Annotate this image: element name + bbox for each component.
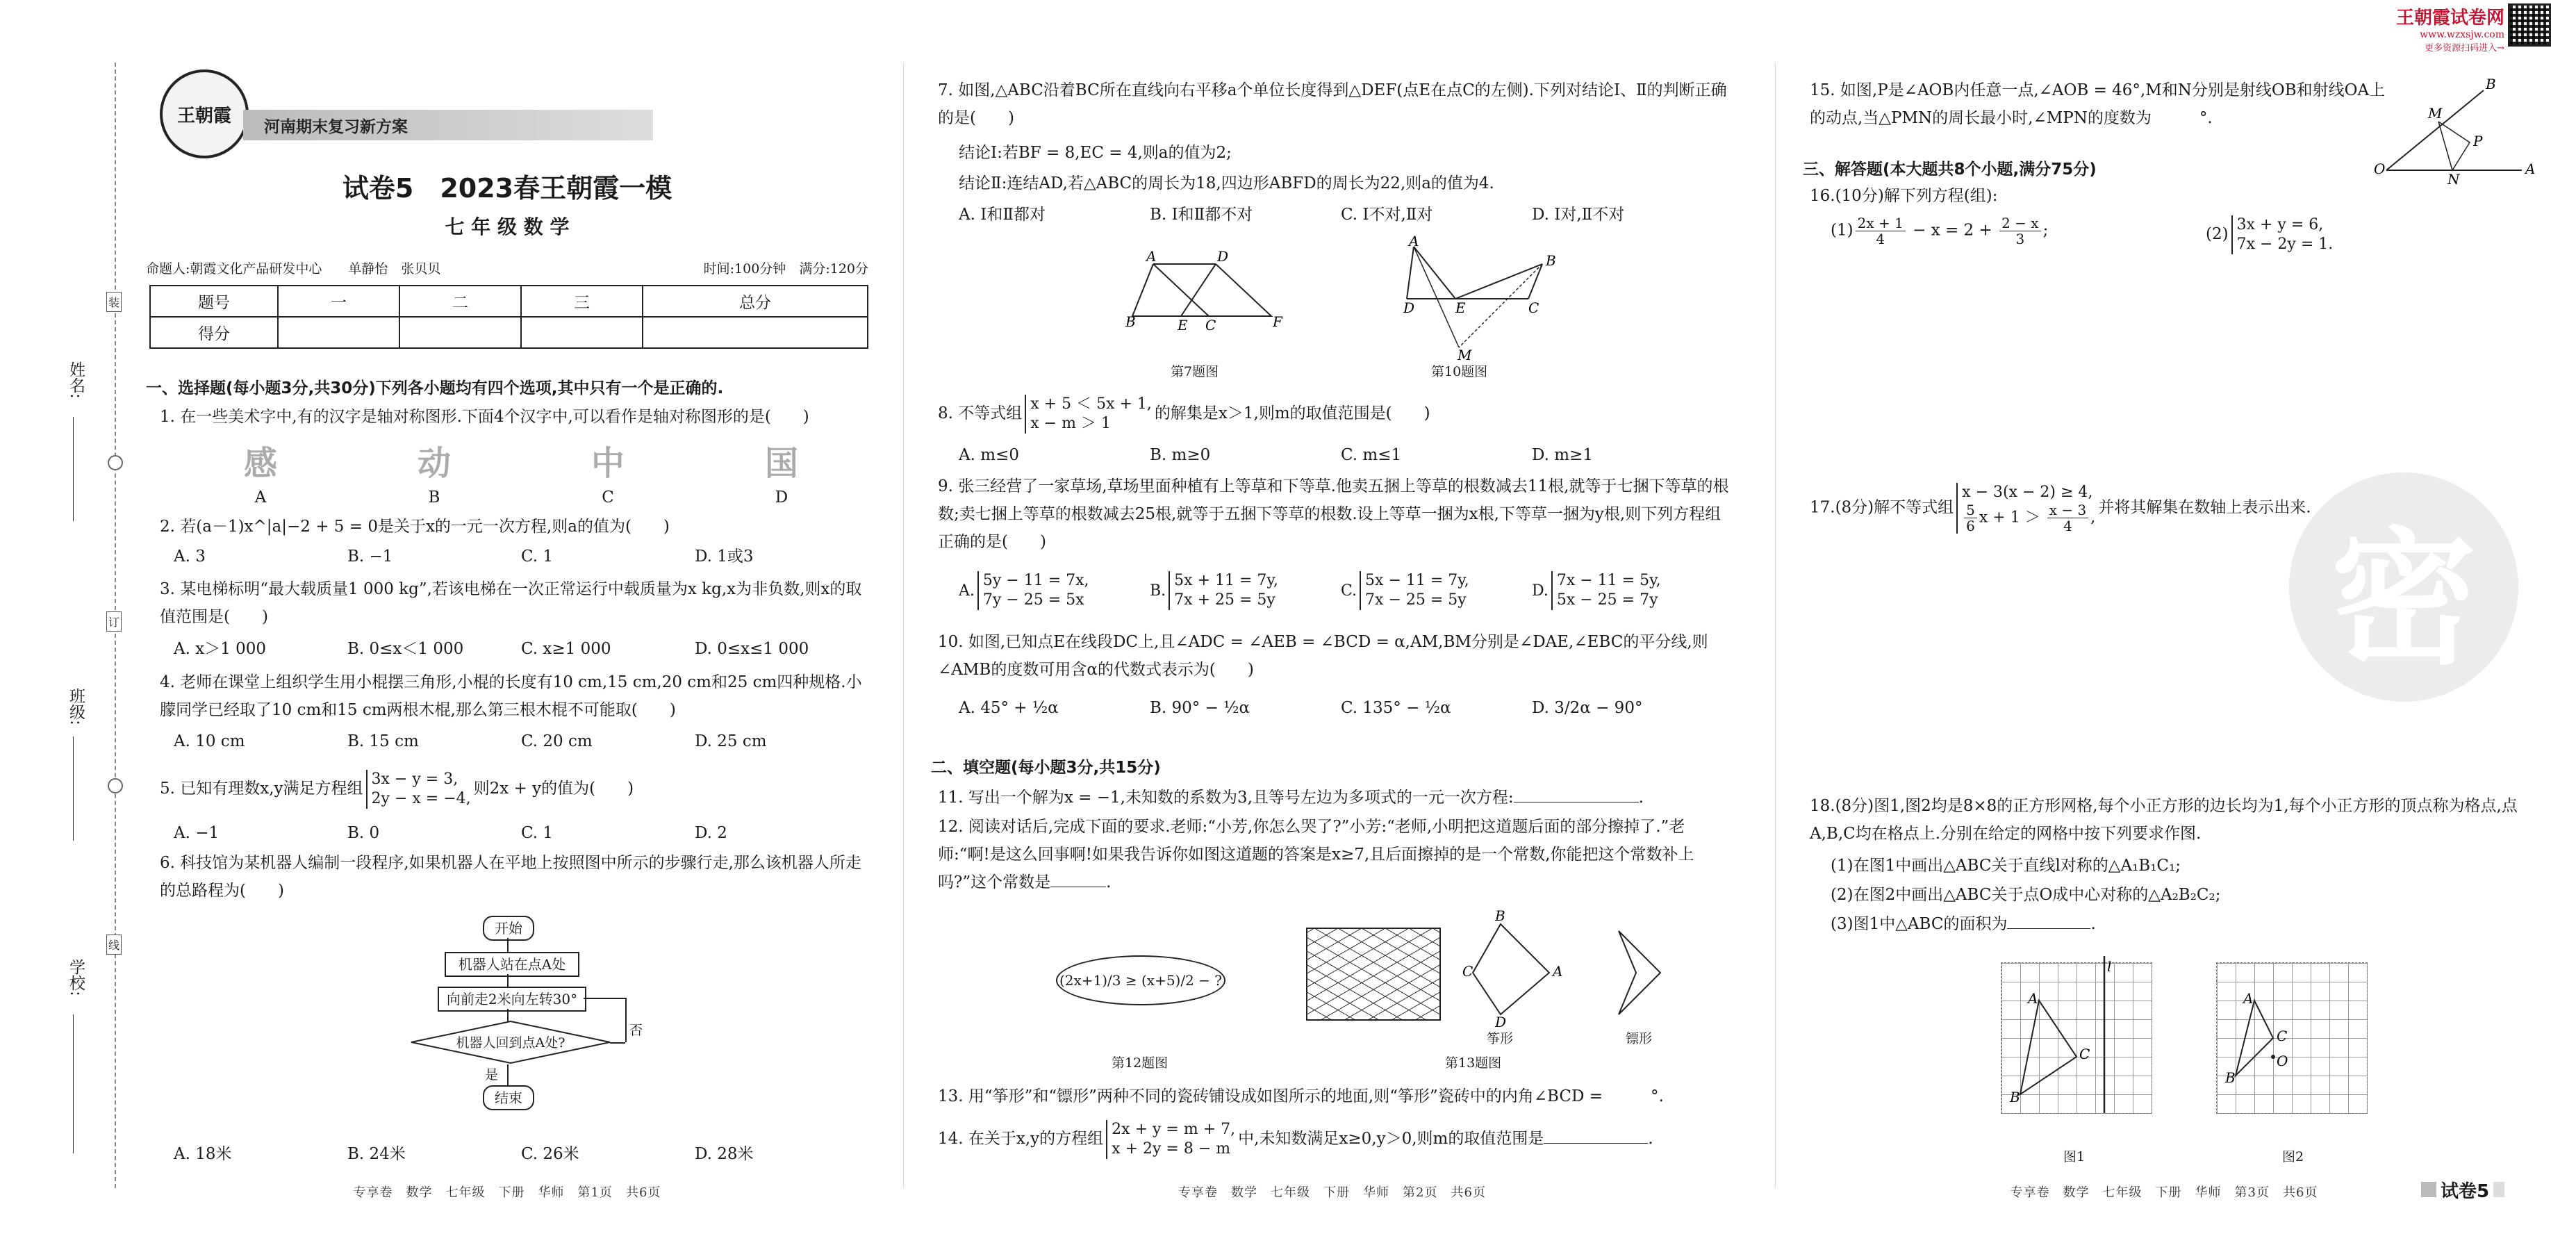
equation: x + 5 ＜ 5x + 1, bbox=[1030, 395, 1152, 413]
circle-icon bbox=[108, 455, 123, 470]
q5-options bbox=[174, 820, 868, 846]
q1-text: 1. 在一些美术字中,有的汉字是轴对称图形.下面4个汉字中,可以看作是轴对称图形的是( ) bbox=[160, 408, 809, 426]
svg-text:O: O bbox=[2374, 160, 2386, 177]
svg-text:O: O bbox=[2277, 1053, 2288, 1069]
q8-pre: 8. 不等式组 bbox=[938, 404, 1023, 422]
q6-options bbox=[174, 1141, 868, 1167]
option[interactable]: D. m≥1 bbox=[1532, 446, 1593, 464]
binding-mark: 线 bbox=[106, 935, 122, 955]
q11-text: 11. 写出一个解为x = −1,未知数的系数为3,且等号左边为多项式的一元一次方程: . bbox=[938, 784, 1730, 812]
equation: x + 2y = 8 − m bbox=[1112, 1140, 1231, 1158]
binding-mark: 装 bbox=[106, 292, 122, 312]
dart-label: 镖形 bbox=[1626, 1031, 1653, 1046]
logo bbox=[160, 69, 249, 158]
grid-figure-1 bbox=[2001, 958, 2152, 1114]
section3-title: 三、解答题(本大题共8个小题,满分75分) bbox=[1803, 160, 2097, 179]
flow-yes: 是 bbox=[485, 1067, 499, 1083]
q18-s1: (1)在图1中画出△ABC关于直线l对称的△A₁B₁C₁; bbox=[1831, 857, 2181, 875]
q9-text: 9. 张三经营了一家草场,草场里面种植有上等草和下等草.他卖五捆上等草的根数减去11根,就等于七捆下等草的根数;卖七捆上等草的根数减去25根,就等于五捆下等草的根数.设上等草一捆为x根,下等草一捆为y根,则下列方程组正确的是( ) bbox=[938, 477, 1729, 551]
svg-text:P: P bbox=[2473, 133, 2483, 149]
char-option: 动 bbox=[417, 444, 451, 483]
option-label[interactable]: C bbox=[602, 488, 614, 507]
table-cell: 得分 bbox=[150, 317, 278, 348]
footer: 专享卷 数学 七年级 下册 华师 第2页 共6页 bbox=[1178, 1185, 1486, 1200]
option[interactable]: B. 0 bbox=[347, 824, 380, 842]
svg-text:B: B bbox=[2010, 1089, 2020, 1105]
q1-chars bbox=[174, 436, 868, 511]
svg-text:l: l bbox=[2107, 958, 2112, 975]
svg-text:B: B bbox=[1495, 907, 1505, 924]
svg-text:M: M bbox=[2428, 105, 2443, 122]
q16-text: 16.(10分)解下列方程(组): bbox=[1810, 187, 1998, 205]
q4-text: 4. 老师在课堂上组织学生用小棍摆三角形,小棍的长度有10 cm,15 cm,20 cm和25 cm四种规格.小朦同学已经取了10 cm和15 cm两根木棍,那么第三根木棍不可能取( ) bbox=[160, 673, 862, 719]
flow-start: 开始 bbox=[483, 916, 534, 941]
answer-blank[interactable] bbox=[1514, 787, 1639, 802]
q7-options bbox=[959, 201, 1723, 228]
class-line[interactable] bbox=[73, 736, 74, 841]
option[interactable]: A. 3 bbox=[174, 548, 206, 566]
q14-text: 14. 在关于x,y的方程组 2x + y = m + 7, x + 2y = 8 − m 中,未知数满足x≥0,y＞0,则m的取值范围是 . bbox=[938, 1121, 1653, 1158]
option-label[interactable]: A bbox=[254, 488, 267, 507]
section2-title: 二、填空题(每小题3分,共15分) bbox=[931, 759, 1161, 777]
svg-text:A: A bbox=[1553, 963, 1563, 980]
answer-blank[interactable] bbox=[1050, 871, 1106, 887]
option-label[interactable]: B bbox=[428, 488, 440, 507]
q3-text: 3. 某电梯标明“最大载质量1 000 kg”,若该电梯在一次正常运行中载质量为x kg,x为非负数,则x的取值范围是( ) bbox=[160, 580, 862, 626]
svg-text:B: B bbox=[2225, 1069, 2236, 1086]
q16-part2: (2) 3x + y = 6, 7x − 2y = 1. bbox=[2206, 216, 2334, 253]
char-option: 感 bbox=[243, 444, 277, 483]
banner-text: 河南期末复习新方案 bbox=[264, 117, 408, 136]
grid-figure-2 bbox=[2216, 962, 2368, 1114]
option[interactable]: C. Ⅰ不对,Ⅱ对 bbox=[1341, 206, 1433, 224]
option[interactable]: D. 1或3 bbox=[695, 548, 754, 566]
banner bbox=[243, 110, 653, 140]
option[interactable]: A. −1 bbox=[174, 824, 220, 842]
q12-text: 12. 阅读对话后,完成下面的要求.老师:“小芳,你怎么哭了?”小芳:“老师,小明把这道题后面的部分擦掉了.”老师:“啊!是这么回事啊!如果我告诉你如图这道题的答案是x≥7,且后面擦掉的是一个常数,你能把这个常数补上吗?”这个常数是 . bbox=[938, 818, 1694, 891]
q5-text bbox=[160, 770, 868, 809]
q7-c2: 结论Ⅱ:连结AD,若△ABC的周长为18,四边形ABFD的周长为22,则a的值为4. bbox=[959, 174, 1494, 192]
option[interactable]: A. 5y − 11 = 7x, 7y − 25 = 5x bbox=[959, 572, 1089, 609]
stamp-char: 密 bbox=[2330, 514, 2477, 684]
option[interactable]: D. Ⅰ对,Ⅱ不对 bbox=[1532, 206, 1625, 224]
logo-text: 王朝霞 bbox=[176, 105, 231, 126]
name-label: 姓名: bbox=[67, 361, 85, 399]
q7-c1: 结论Ⅰ:若BF = 8,EC = 4,则a的值为2; bbox=[959, 144, 1232, 162]
answer-blank[interactable] bbox=[2007, 913, 2090, 929]
option[interactable]: D. 0≤x≤1 000 bbox=[695, 640, 809, 658]
binding-mark: 订 bbox=[106, 611, 122, 632]
flow-end: 结束 bbox=[483, 1085, 534, 1110]
site-url[interactable]: www.wzxsjw.com bbox=[2420, 29, 2504, 40]
svg-text:D: D bbox=[1495, 1014, 1507, 1030]
svg-text:A: A bbox=[2028, 990, 2038, 1007]
tile-pattern bbox=[1306, 928, 1441, 1021]
option[interactable]: A. m≤0 bbox=[959, 446, 1019, 464]
option[interactable]: B. 5x + 11 = 7y, 7x + 25 = 5y bbox=[1150, 572, 1278, 609]
flow-decision: 机器人回到点A处? bbox=[456, 1035, 565, 1051]
option[interactable]: C. 26米 bbox=[521, 1145, 579, 1163]
footer: 专享卷 数学 七年级 下册 华师 第3页 共6页 bbox=[2010, 1185, 2318, 1200]
option[interactable]: B. −1 bbox=[347, 548, 393, 566]
answer-blank[interactable] bbox=[1544, 1128, 1648, 1144]
option[interactable]: B. 15 cm bbox=[347, 732, 419, 750]
option[interactable]: D. 25 cm bbox=[695, 732, 767, 750]
q2-text: 2. 若(a－1)x^|a|−2 + 5 = 0是关于x的一元一次方程,则a的值为( ) bbox=[160, 518, 670, 536]
kite-label: 筝形 bbox=[1487, 1031, 1514, 1046]
section1-title: 一、选择题(每小题3分,共30分)下列各小题均有四个选项,其中只有一个是正确的. bbox=[146, 379, 724, 397]
authors: 命题人:朝霞文化产品研发中心 单静怡 张贝贝 bbox=[146, 261, 441, 277]
score-cell[interactable] bbox=[278, 317, 399, 348]
kite-dart-diagram bbox=[1459, 907, 1681, 1030]
svg-text:B: B bbox=[1546, 252, 1556, 269]
svg-text:D: D bbox=[1403, 299, 1415, 316]
option[interactable]: C. m≤1 bbox=[1341, 446, 1402, 464]
fig10-caption: 第10题图 bbox=[1431, 364, 1488, 379]
option[interactable]: A. Ⅰ和Ⅱ都对 bbox=[959, 206, 1046, 224]
table-cell: 三 bbox=[521, 286, 643, 317]
q3-options bbox=[174, 636, 868, 662]
equation: x − m ＞ 1 bbox=[1030, 415, 1111, 432]
q18-s3: (3)图1中△ABC的面积为 . bbox=[1831, 910, 2096, 938]
char-option: 国 bbox=[764, 444, 798, 483]
option[interactable]: B. 90° − ½α bbox=[1150, 699, 1250, 717]
site-logo bbox=[2379, 3, 2504, 53]
q7-text: 7. 如图,△ABC沿着BC所在直线向右平移a个单位长度得到△DEF(点E在点C的左侧).下列对结论Ⅰ、Ⅱ的判断正确的是( ) bbox=[938, 81, 1727, 127]
q10-text: 10. 如图,已知点E在线段DC上,且∠ADC = ∠AEB = ∠BCD = α,AM,BM分别是∠DAE,∠EBC的平分线,则∠AMB的度数可用含α的代数式表示为( ) bbox=[938, 633, 1708, 679]
page-tag bbox=[2421, 1176, 2525, 1203]
svg-text:C: C bbox=[2079, 1046, 2090, 1062]
flow-step: 向前走2米向左转30° bbox=[438, 987, 586, 1012]
q5-pre: 5. 已知有理数x,y满足方程组 bbox=[160, 780, 363, 798]
option[interactable]: A. 18米 bbox=[174, 1145, 232, 1163]
fig10-diagram bbox=[1403, 233, 1556, 363]
q10-options bbox=[959, 695, 1723, 721]
equation: 2y − x = −4, bbox=[371, 790, 471, 807]
svg-text:F: F bbox=[1273, 313, 1282, 330]
page-column-3 bbox=[1803, 0, 2536, 1243]
option[interactable]: C. 20 cm bbox=[521, 732, 593, 750]
flow-step: 机器人站在点A处 bbox=[445, 952, 579, 977]
svg-text:C: C bbox=[1462, 963, 1473, 980]
page-column-1 bbox=[146, 0, 868, 1243]
svg-text:E: E bbox=[1455, 299, 1466, 316]
svg-text:B: B bbox=[1125, 313, 1136, 330]
svg-text:E: E bbox=[1178, 317, 1188, 334]
equation: 3x − y = 3, bbox=[371, 771, 459, 788]
option[interactable]: C. 1 bbox=[521, 824, 554, 842]
q12-oval bbox=[1056, 955, 1225, 1005]
name-line[interactable] bbox=[73, 417, 74, 521]
site-logo-text: 王朝霞试卷网 bbox=[2395, 8, 2504, 28]
score-cell[interactable] bbox=[643, 317, 868, 348]
fig12-caption: 第12题图 bbox=[1112, 1055, 1169, 1071]
q15-text: 15. 如图,P是∠AOB内任意一点,∠AOB = 46°,M和N分别是射线OB和射线OA上的动点,当△PMN的周长最小时,∠MPN的度数为 °. bbox=[1810, 81, 2386, 127]
fig15-diagram bbox=[2372, 76, 2536, 188]
circle-icon bbox=[108, 778, 123, 793]
svg-text:C: C bbox=[1528, 299, 1539, 316]
svg-text:B: B bbox=[2486, 76, 2496, 92]
q5-post: 则2x + y的值为( ) bbox=[473, 780, 634, 798]
option[interactable]: A. 45° + ½α bbox=[959, 699, 1059, 717]
q6-text: 6. 科技馆为某机器人编制一段程序,如果机器人在平地上按照图中所示的步骤行走,那么该机器人所走的总路程为( ) bbox=[160, 854, 861, 900]
svg-text:C: C bbox=[2277, 1028, 2288, 1044]
school-line[interactable] bbox=[73, 1014, 74, 1153]
svg-text:A: A bbox=[1409, 233, 1419, 249]
option[interactable]: B. 0≤x＜1 000 bbox=[347, 640, 464, 658]
site-tagline: 更多资源扫码进入→ bbox=[2425, 43, 2504, 53]
q9-options bbox=[959, 571, 1723, 610]
equation: 2x + y = m + 7, bbox=[1112, 1121, 1236, 1138]
flowchart bbox=[410, 916, 674, 1138]
q4-options bbox=[174, 728, 868, 755]
page-title: 试卷5 2023春王朝霞一模 bbox=[342, 173, 672, 204]
equation-system bbox=[1106, 1120, 1235, 1159]
option[interactable]: C. 135° − ½α bbox=[1341, 699, 1451, 717]
score-cell[interactable] bbox=[399, 317, 521, 348]
page-subtitle: 七 年 级 数 学 bbox=[445, 215, 570, 238]
q8-post: 的解集是x＞1,则m的取值范围是( ) bbox=[1154, 404, 1430, 422]
table-cell: 一 bbox=[278, 286, 399, 317]
flow-no: 否 bbox=[629, 1023, 643, 1038]
qr-code-icon[interactable] bbox=[2508, 3, 2551, 47]
q13-text: 13. 用“筝形”和“镖形”两种不同的瓷砖铺设成如图所示的地面,则“筝形”瓷砖中的内角∠BCD = °. bbox=[938, 1087, 1664, 1105]
score-table bbox=[149, 285, 868, 349]
school-label: 学校: bbox=[67, 959, 85, 996]
fig13-caption: 第13题图 bbox=[1445, 1055, 1502, 1071]
option[interactable]: C. x≥1 000 bbox=[521, 640, 611, 658]
svg-text:N: N bbox=[2447, 171, 2460, 188]
option[interactable]: D. 3/2α − 90° bbox=[1532, 699, 1643, 717]
svg-text:A: A bbox=[2243, 990, 2254, 1007]
grid1-caption: 图1 bbox=[2063, 1149, 2086, 1164]
option[interactable]: B. 24米 bbox=[347, 1145, 406, 1163]
q8-options bbox=[959, 442, 1723, 468]
table-row bbox=[150, 286, 868, 317]
q16-part1: (1) $\frac{2x + 1}{4}$ − x = 2 + $\frac{2 - x}{3}$ ; bbox=[1831, 215, 2049, 247]
equation-system bbox=[1025, 395, 1152, 434]
q18-s2: (2)在图2中画出△ABC关于点O成中心对称的△A₂B₂C₂; bbox=[1831, 886, 2221, 904]
q8-text bbox=[938, 395, 1730, 434]
option[interactable]: D. 28米 bbox=[695, 1145, 754, 1163]
option[interactable]: D. 7x − 11 = 5y, 5x − 25 = 7y bbox=[1532, 572, 1661, 609]
grid2-caption: 图2 bbox=[2282, 1149, 2304, 1164]
q2-options bbox=[174, 543, 868, 570]
page-tag-text: 试卷5 bbox=[2441, 1180, 2490, 1202]
option[interactable]: A. x＞1 000 bbox=[174, 640, 267, 658]
table-cell: 总分 bbox=[643, 286, 868, 317]
score-cell[interactable] bbox=[521, 317, 643, 348]
char-option: 中 bbox=[591, 444, 625, 483]
page-column-2 bbox=[931, 0, 1733, 1243]
fig7-diagram bbox=[1125, 250, 1306, 334]
q18-text: 18.(8分)图1,图2均是8×8的正方形网格,每个小正方形的边长均为1,每个小正方形的顶点称为格点,点A,B,C均在格点上.分别在给定的网格中按下列要求作图. bbox=[1810, 797, 2518, 843]
grid2-shapes bbox=[2217, 963, 2367, 1113]
svg-text:M: M bbox=[1458, 347, 1472, 363]
oval-text: (2x+1)/3 ≥ (x+5)/2 − ? bbox=[1059, 972, 1223, 989]
table-cell: 题号 bbox=[150, 286, 278, 317]
fig7-caption: 第7题图 bbox=[1171, 364, 1219, 379]
class-label: 班级: bbox=[67, 688, 85, 725]
option[interactable]: C. 5x − 11 = 7y, 7x − 25 = 5y bbox=[1341, 572, 1469, 609]
option[interactable]: B. Ⅰ和Ⅱ都不对 bbox=[1150, 206, 1253, 224]
svg-text:C: C bbox=[1205, 317, 1216, 334]
q11-body: 11. 写出一个解为x = −1,未知数的系数为3,且等号左边为多项式的一元一次方程: bbox=[938, 789, 1514, 807]
svg-text:A: A bbox=[2525, 160, 2536, 177]
svg-text:D: D bbox=[1217, 248, 1229, 265]
grid1-shapes bbox=[2001, 958, 2152, 1113]
table-cell: 二 bbox=[399, 286, 521, 317]
svg-text:A: A bbox=[1146, 248, 1157, 265]
q17-text: 17.(8分)解不等式组 x − 3(x − 2) ≥ 4, $\frac{5}{6}$ x + 1 ＞ $\frac{x - 3}{4}$ , 并将其解集在数轴上表示出来. bbox=[1810, 484, 2311, 534]
q14-post: 中,未知数满足x≥0,y＞0,则m的取值范围是 bbox=[1238, 1130, 1544, 1148]
table-row bbox=[150, 317, 868, 348]
q12-body: 12. 阅读对话后,完成下面的要求.老师:“小芳,你怎么哭了?”小芳:“老师,小明把这道题后面的部分擦掉了.”老师:“啊!是这么回事啊!如果我告诉你如图这道题的答案是x≥7,且后面擦掉的是一个常数,你能把这个常数补上吗?”这个常数是 bbox=[938, 818, 1694, 891]
binding-margin bbox=[0, 0, 139, 1243]
option-label[interactable]: D bbox=[775, 488, 789, 507]
option[interactable]: A. 10 cm bbox=[174, 732, 245, 750]
time-score: 时间:100分钟 满分:120分 bbox=[703, 261, 868, 277]
option[interactable]: D. 2 bbox=[695, 824, 727, 842]
option[interactable]: B. m≥0 bbox=[1150, 446, 1211, 464]
footer: 专享卷 数学 七年级 下册 华师 第1页 共6页 bbox=[353, 1185, 661, 1200]
equation-system bbox=[366, 770, 471, 809]
q14-pre: 14. 在关于x,y的方程组 bbox=[938, 1130, 1104, 1148]
option[interactable]: C. 1 bbox=[521, 548, 554, 566]
